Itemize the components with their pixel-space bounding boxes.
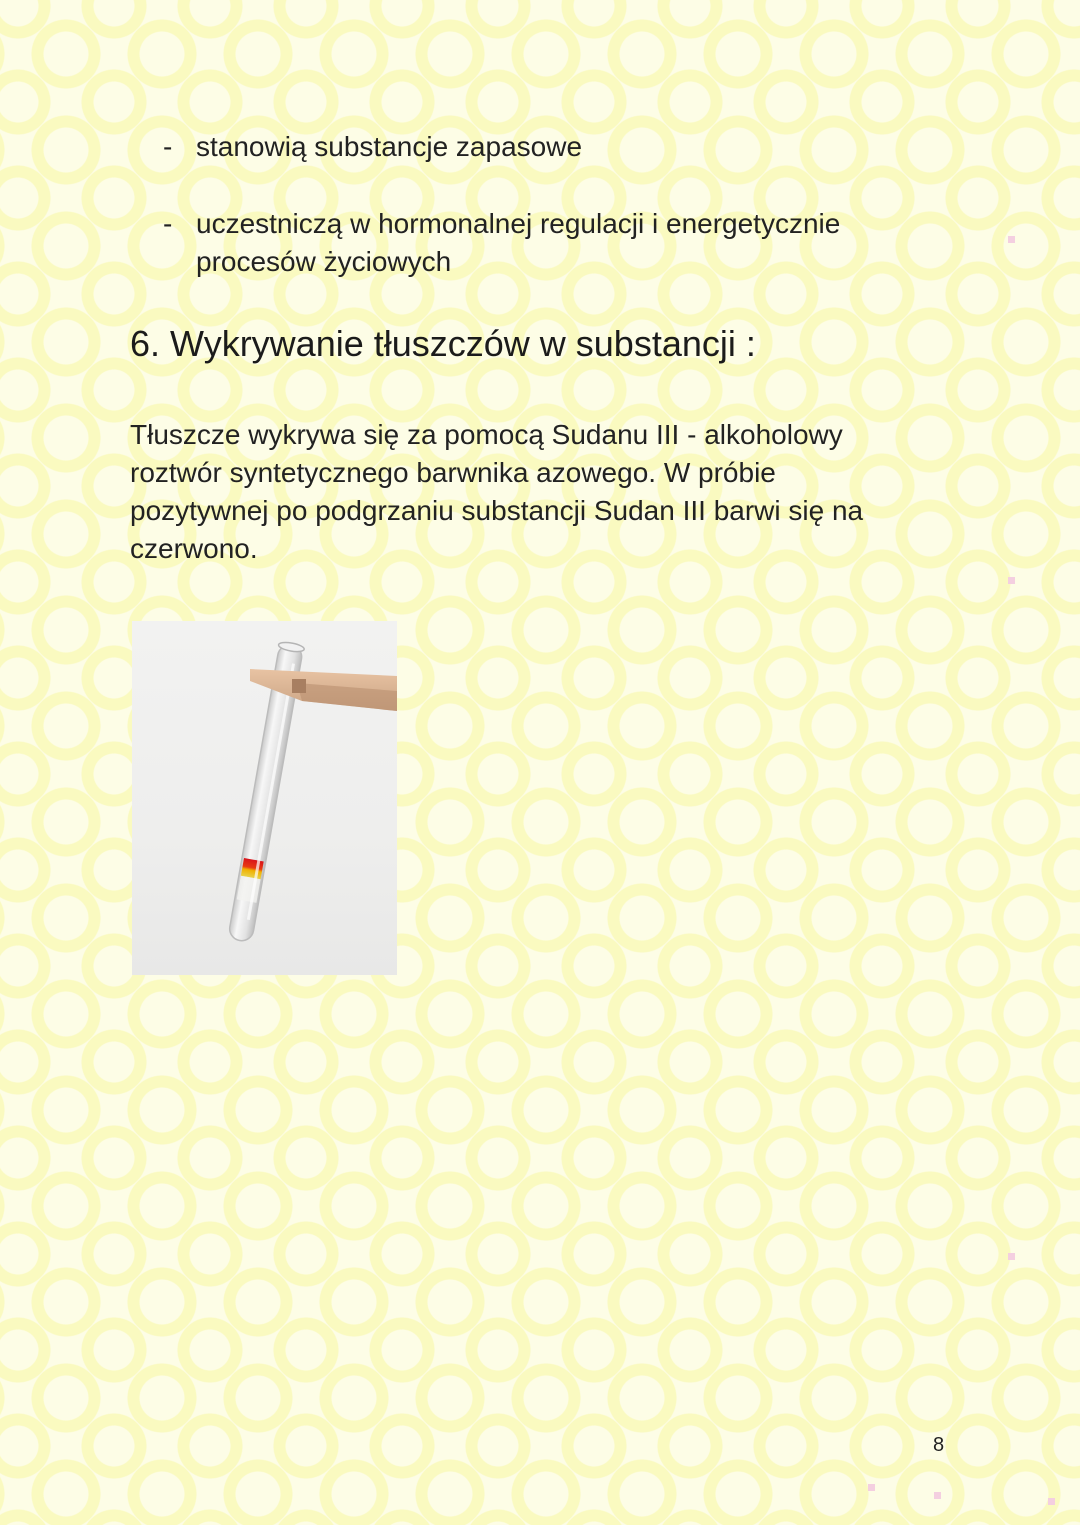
decorative-dot	[1048, 1498, 1055, 1505]
decorative-dot	[1008, 1253, 1015, 1260]
page-number: 8	[933, 1434, 945, 1456]
decorative-dot	[1008, 236, 1015, 243]
decorative-dot	[1008, 577, 1015, 584]
bullet-item	[163, 128, 923, 168]
decorative-dot	[868, 1484, 875, 1491]
section-heading: 6. Wykrywanie tłuszczów w substancji :	[130, 323, 756, 364]
bullet-item	[163, 205, 923, 285]
bullet-text: stanowią substancje zapasowe	[196, 131, 583, 162]
test-tube-photo	[132, 621, 397, 975]
bullet-marker: -	[163, 131, 173, 162]
section-paragraph: Tłuszcze wykrywa się za pomocą Sudanu III - alkoholowy roztwór syntetycznego barwnika azowego. W próbie pozytywnej po podgrzaniu substancji Sudan III barwi się na czerwono.	[130, 419, 864, 564]
decorative-dot	[934, 1492, 941, 1499]
test-tube-illustration	[132, 621, 397, 975]
bullet-text: uczestniczą w hormonalnej regulacji i energetycznie procesów życiowych	[196, 208, 841, 277]
bullet-marker: -	[163, 208, 173, 239]
